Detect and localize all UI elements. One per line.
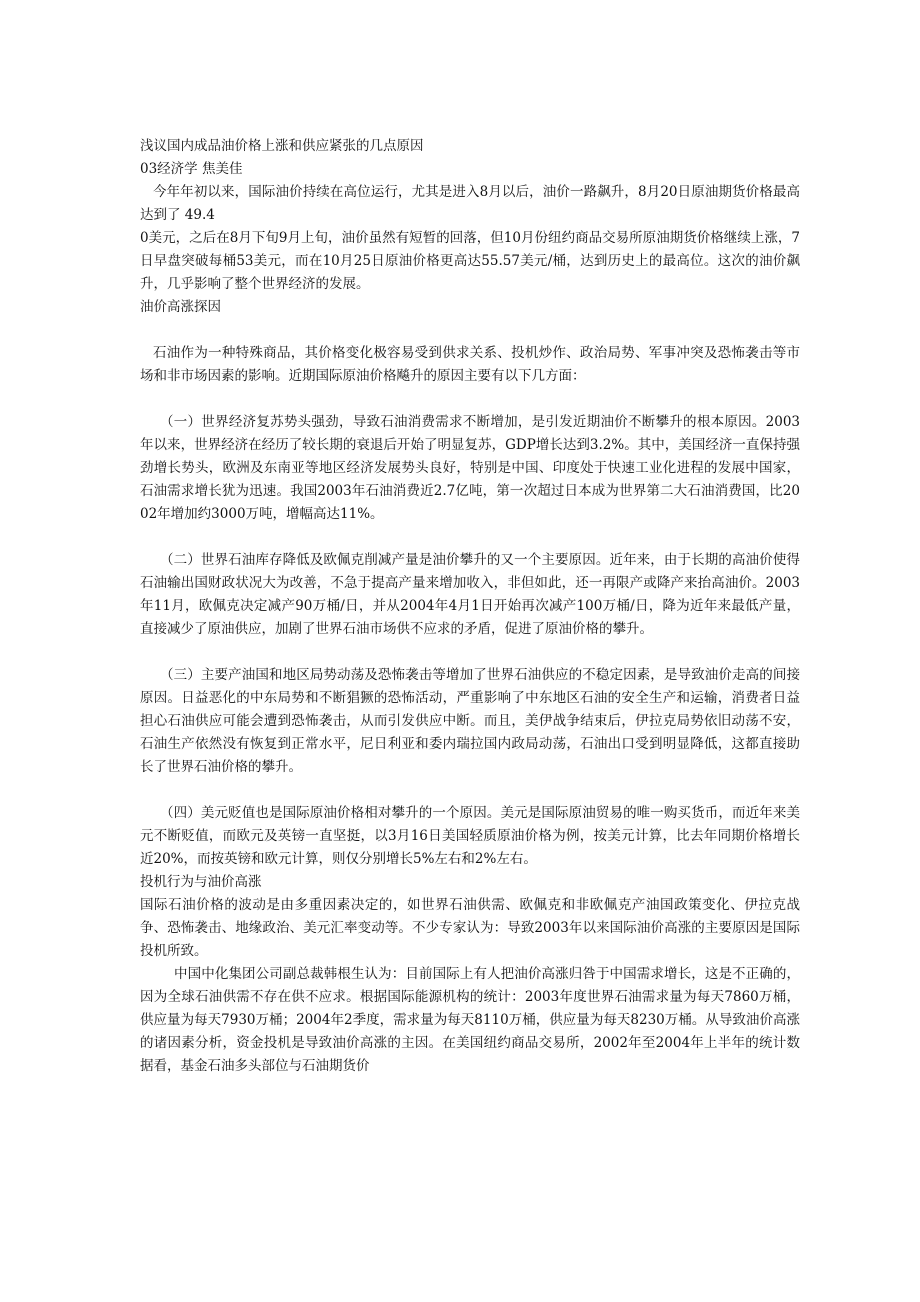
- reason-paragraph-1: （一）世界经济复苏势头强劲，导致石油消费需求不断增加，是引发近期油价不断攀升的根本原因。2003年以来，世界经济在经历了较长期的衰退后开始了明显复苏，GDP增长达到3.2%。其中，美国经济一直保持强劲增长势头，欧洲及东南亚等地区经济发展势头良好，特别是中国、印度处于快速工业化进程的发展中国家，石油需求增长犹为迅速。我国2003年石油消费近2.7亿吨，第一次超过日本成为世界第二大石油消费国，比2002年增加约3000万吨，增幅高达11%。: [140, 414, 800, 522]
- intro-paragraph-1: 今年年初以来，国际油价持续在高位运行，尤其是进入8月以后，油价一路飙升，8月20日原油期货价格最高达到了 49.4: [140, 184, 800, 223]
- section-heading-speculation: 投机行为与油价高涨: [140, 874, 262, 890]
- reason-paragraph-3: （三）主要产油国和地区局势动荡及恐怖袭击等增加了世界石油供应的不稳定因素，是导致油价走高的间接原因。日益恶化的中东局势和不断猖獗的恐怖活动，严重影响了中东地区石油的安全生产和运输，消费者日益担心石油供应可能会遭到恐怖袭击，从而引发供应中断。而且，美伊战争结束后，伊拉克局势依旧动荡不安，石油生产依然没有恢复到正常水平，尼日利亚和委内瑞拉国内政局动荡，石油出口受到明显降低，这都直接助长了世界石油价格的攀升。: [140, 667, 800, 775]
- spacer: [140, 779, 800, 802]
- document-title: 浅议国内成品油价格上涨和供应紧张的几点原因: [140, 138, 424, 154]
- document-page: [140, 135, 800, 1078]
- speculation-paragraph-2: 中国中化集团公司副总裁韩根生认为：目前国际上有人把油价高涨归咎于中国需求增长，这是不正确的，因为全球石油供需不存在供不应求。根据国际能源机构的统计：2003年度世界石油需求量为每天7860万桶，供应量为每天7930万桶；2004年2季度，需求量为每天8110万桶，供应量为每天8230万桶。从导致油价高涨的诸因素分析，资金投机是导致油价高涨的主因。在美国纽约商品交易所，2002年至2004年上半年的统计数据看，基金石油多头部位与石油期货价: [140, 966, 800, 1074]
- reason-paragraph-4: （四）美元贬值也是国际原油价格相对攀升的一个原因。美元是国际原油贸易的唯一购买货币，而近年来美元不断贬值，而欧元及英镑一直坚挺，以3月16日美国轻质原油价格为例，按美元计算，比去年同期价格增长近20%，而按英镑和欧元计算，则仅分别增长5%左右和2%左右。: [140, 805, 800, 867]
- author-line: 03经济学 焦美佳: [140, 161, 243, 177]
- intro-paragraph-2: 0美元，之后在8月下旬9月上旬，油价虽然有短暂的回落，但10月份纽约商品交易所原油期货价格继续上涨，7日早盘突破每桶53美元，而在10月25日原油价格更高达55.57美元/桶，达到历史上的最高位。这次的油价飙升，几乎影响了整个世界经济的发展。: [140, 230, 800, 292]
- section-intro-paragraph: 石油作为一种特殊商品，其价格变化极容易受到供求关系、投机炒作、政治局势、军事冲突及恐怖袭击等市场和非市场因素的影响。近期国际原油价格飚升的原因主要有以下几方面：: [140, 345, 800, 384]
- spacer: [140, 526, 800, 549]
- speculation-paragraph-1: 国际石油价格的波动是由多重因素决定的，如世界石油供需、欧佩克和非欧佩克产油国政策变化、伊拉克战争、恐怖袭击、地缘政治、美元汇率变动等。不少专家认为：导致2003年以来国际油价高涨的主要原因是国际投机所致。: [140, 897, 800, 959]
- section-heading-causes: 油价高涨探因: [140, 299, 221, 315]
- spacer: [140, 319, 800, 342]
- spacer: [140, 641, 800, 664]
- spacer: [140, 388, 800, 411]
- reason-paragraph-2: （二）世界石油库存降低及欧佩克削减产量是油价攀升的又一个主要原因。近年来，由于长期的高油价使得石油输出国财政状况大为改善，不急于提高产量来增加收入，非但如此，还一再限产或降产来抬高油价。2003年11月，欧佩克决定减产90万桶/日，并从2004年4月1日开始再次减产100万桶/日，降为近年来最低产量，直接减少了原油供应，加剧了世界石油市场供不应求的矛盾，促进了原油价格的攀升。: [140, 552, 800, 637]
